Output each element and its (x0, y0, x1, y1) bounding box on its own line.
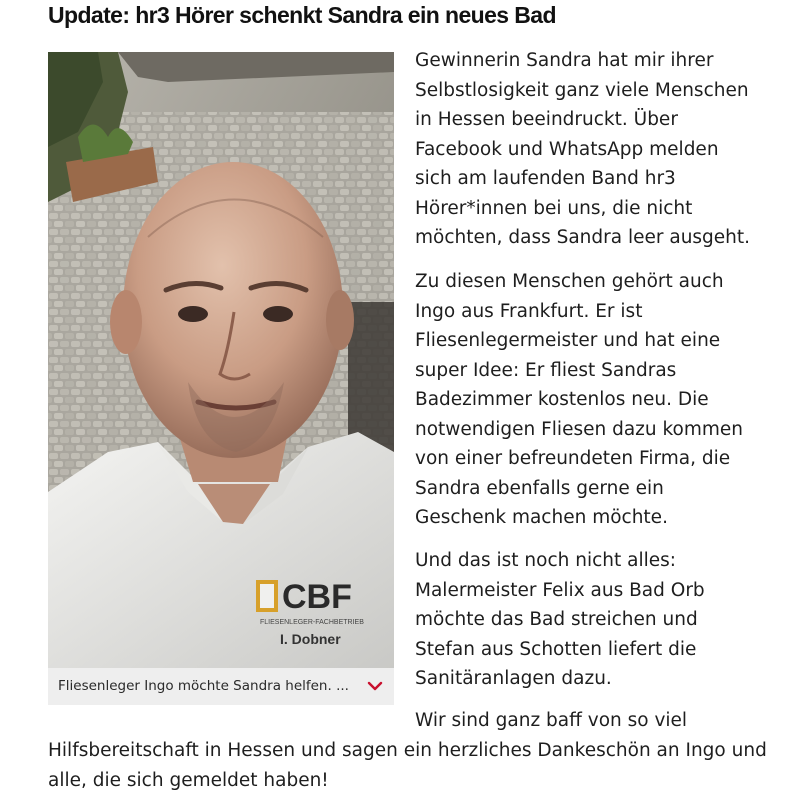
paragraph-line: notwendigen Fliesen dazu kommen (415, 418, 743, 440)
article-paragraph-3 (415, 546, 705, 694)
paragraph-line: möchte das Bad streichen und (415, 609, 698, 630)
image-caption-toggle[interactable] (48, 668, 394, 705)
shirt-subline-text: FLIESENLEGER-FACHBETRIEB (260, 619, 364, 626)
paragraph-line: Hörer*innen bei uns, die nicht (415, 197, 693, 219)
paragraph-line: alle, die sich gemeldet haben! (48, 769, 329, 791)
paragraph-line: Hilfsbereitschaft in Hessen und sagen ein herzliches Dankeschön an Ingo und (48, 740, 767, 761)
paragraph-line: Fliesenlegermeister und hat eine (415, 330, 721, 351)
paragraph-line: Sanitäranlagen dazu. (415, 668, 612, 689)
paragraph-line: Selbstlosigkeit ganz viele Menschen (415, 79, 749, 101)
article-photo[interactable] (48, 52, 394, 668)
article-paragraph-2 (415, 267, 743, 533)
shirt-name-text: I. Dobner (280, 631, 341, 647)
shirt-logo-text: CBF (282, 578, 352, 616)
paragraph-line: Gewinnerin Sandra hat mir ihrer (415, 50, 714, 71)
paragraph-line: Badezimmer kostenlos neu. Die (415, 389, 709, 410)
paragraph-line: möchten, dass Sandra leer ausgeht. (415, 227, 751, 248)
image-caption: Fliesenleger Ingo möchte Sandra helfen. ... (58, 678, 349, 694)
article-headline: Update: hr3 Hörer schenkt Sandra ein neues Bad (48, 2, 556, 28)
paragraph-line: Zu diesen Menschen gehört auch (415, 271, 724, 292)
article-image-figure (48, 52, 394, 705)
article-paragraph-4-continued (48, 736, 767, 795)
paragraph-line: Malermeister Felix aus Bad Orb (415, 579, 705, 601)
paragraph-line: super Idee: Er fliest Sandras (415, 359, 677, 381)
paragraph-line: Ingo aus Frankfurt. Er ist (415, 300, 643, 322)
paragraph-line: in Hessen beeindruckt. Über (415, 109, 678, 130)
paragraph-line: Und das ist noch nicht alles: (415, 550, 676, 571)
paragraph-line: Geschenk machen möchte. (415, 507, 668, 528)
paragraph-line: Stefan aus Schotten liefert die (415, 638, 697, 660)
paragraph-line: sich am laufenden Band hr3 (415, 168, 676, 189)
paragraph-line: Sandra ebenfalls gerne ein (415, 477, 664, 499)
paragraph-line: Facebook und WhatsApp melden (415, 138, 719, 160)
paragraph-line: Wir sind ganz baff von so viel (415, 710, 688, 731)
chevron-down-icon[interactable] (366, 677, 384, 695)
article-paragraph-4-start (415, 706, 687, 736)
paragraph-line: von einer befreundeten Firma, die (415, 448, 731, 469)
article-paragraph-1 (415, 46, 750, 253)
